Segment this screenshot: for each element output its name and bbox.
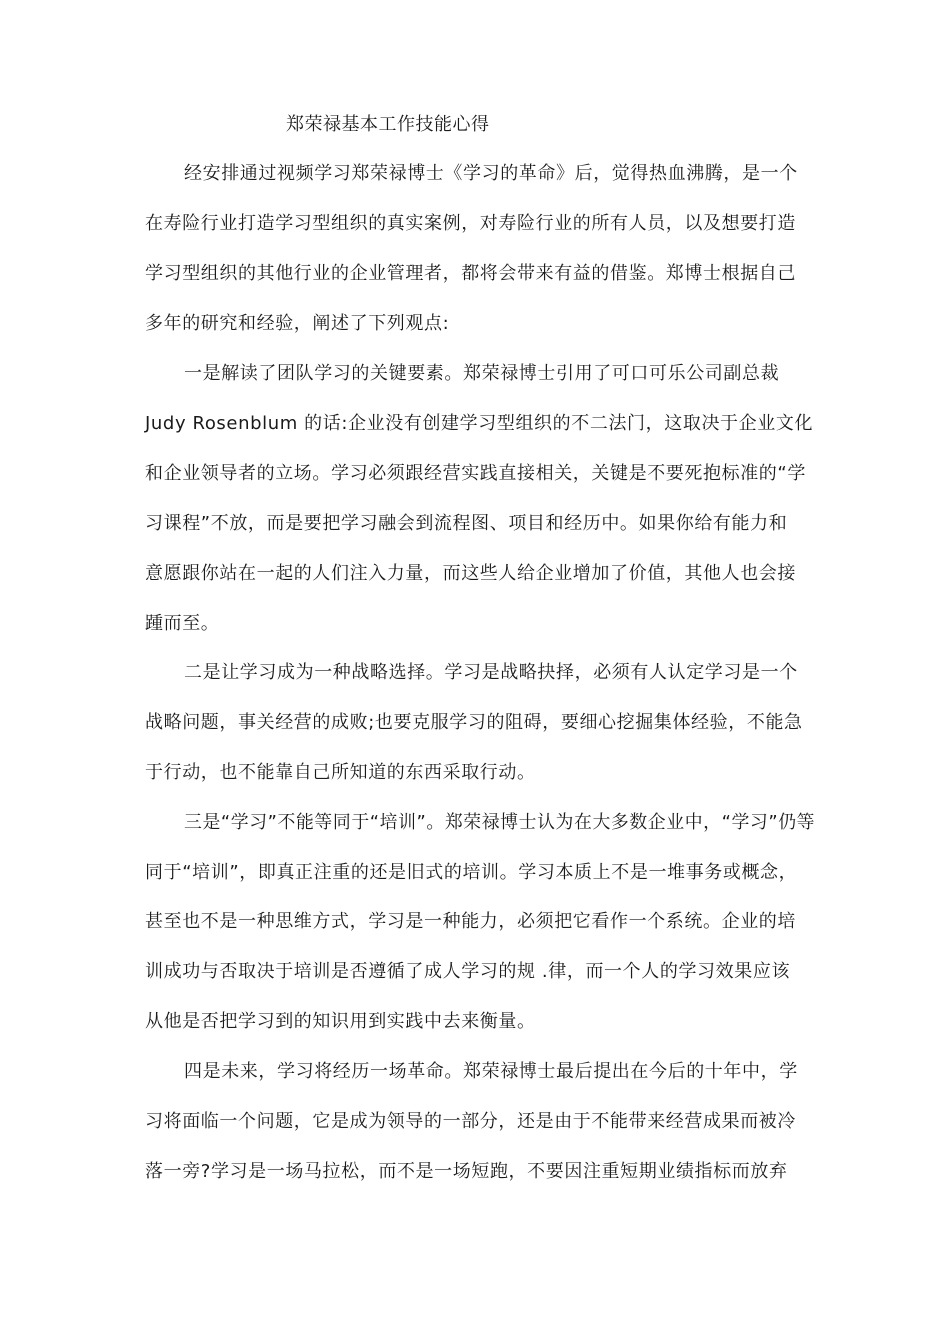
paragraph-3-line-2: 战略问题，事关经营的成败;也要克服学习的阻碍，要细心挖掘集体经验，不能急 (145, 712, 803, 733)
paragraph-2-line-3: 和企业领导者的立场。学习必须跟经营实践直接相关，关键是不要死抱标准的“学 (145, 463, 806, 484)
paragraph-2-line-1: 一是解读了团队学习的关键要素。郑荣禄博士引用了可口可乐公司副总裁 (184, 363, 780, 384)
paragraph-3-line-3: 于行动，也不能靠自己所知道的东西采取行动。 (145, 762, 536, 783)
paragraph-4-line-2: 同于“培训”，即真正注重的还是旧式的培训。学习本质上不是一堆事务或概念， (145, 862, 798, 883)
paragraph-4-line-1: 三是“学习”不能等同于“培训”。郑荣禄博士认为在大多数企业中，“学习”仍等 (184, 812, 816, 833)
paragraph-5-line-2: 习将面临一个问题，它是成为领导的一部分，还是由于不能带来经营成果而被冷 (145, 1111, 796, 1132)
paragraph-1-line-3: 学习型组织的其他行业的企业管理者，都将会带来有益的借鉴。郑博士根据自己 (145, 263, 796, 284)
paragraph-2-line-5: 意愿跟你站在一起的人们注入力量，而这些人给企业增加了价值，其他人也会接 (145, 563, 796, 584)
paragraph-4-line-4: 训成功与否取决于培训是否遵循了成人学习的规 .律，而一个人的学习效果应该 (145, 961, 791, 982)
paragraph-5-line-1: 四是未来，学习将经历一场革命。郑荣禄博士最后提出在今后的十年中，学 (184, 1061, 798, 1082)
paragraph-3-line-1: 二是让学习成为一种战略选择。学习是战略抉择，必须有人认定学习是一个 (184, 662, 798, 683)
paragraph-1-line-1: 经安排通过视频学习郑荣禄博士《学习的革命》后，觉得热血沸腾，是一个 (184, 163, 798, 184)
paragraph-4-line-5: 从他是否把学习到的知识用到实践中去来衡量。 (145, 1011, 536, 1032)
paragraph-5-line-3: 落一旁?学习是一场马拉松，而不是一场短跑，不要因注重短期业绩指标而放弃 (145, 1161, 788, 1182)
paragraph-2-line-2: Judy Rosenblum 的话:企业没有创建学习型组织的不二法门，这取决于企业文化 (145, 413, 814, 434)
paragraph-4-line-3: 甚至也不是一种思维方式，学习是一种能力，必须把它看作一个系统。企业的培 (145, 911, 796, 932)
paragraph-1-line-2: 在寿险行业打造学习型组织的真实案例，对寿险行业的所有人员，以及想要打造 (145, 213, 796, 234)
paragraph-2-line-6: 踵而至。 (145, 613, 220, 634)
paragraph-1-line-4: 多年的研究和经验，阐述了下列观点: (145, 313, 450, 334)
document-title: 郑荣禄基本工作技能心得 (286, 114, 490, 135)
paragraph-2-line-4: 习课程”不放，而是要把学习融会到流程图、项目和经历中。如果你给有能力和 (145, 513, 788, 534)
